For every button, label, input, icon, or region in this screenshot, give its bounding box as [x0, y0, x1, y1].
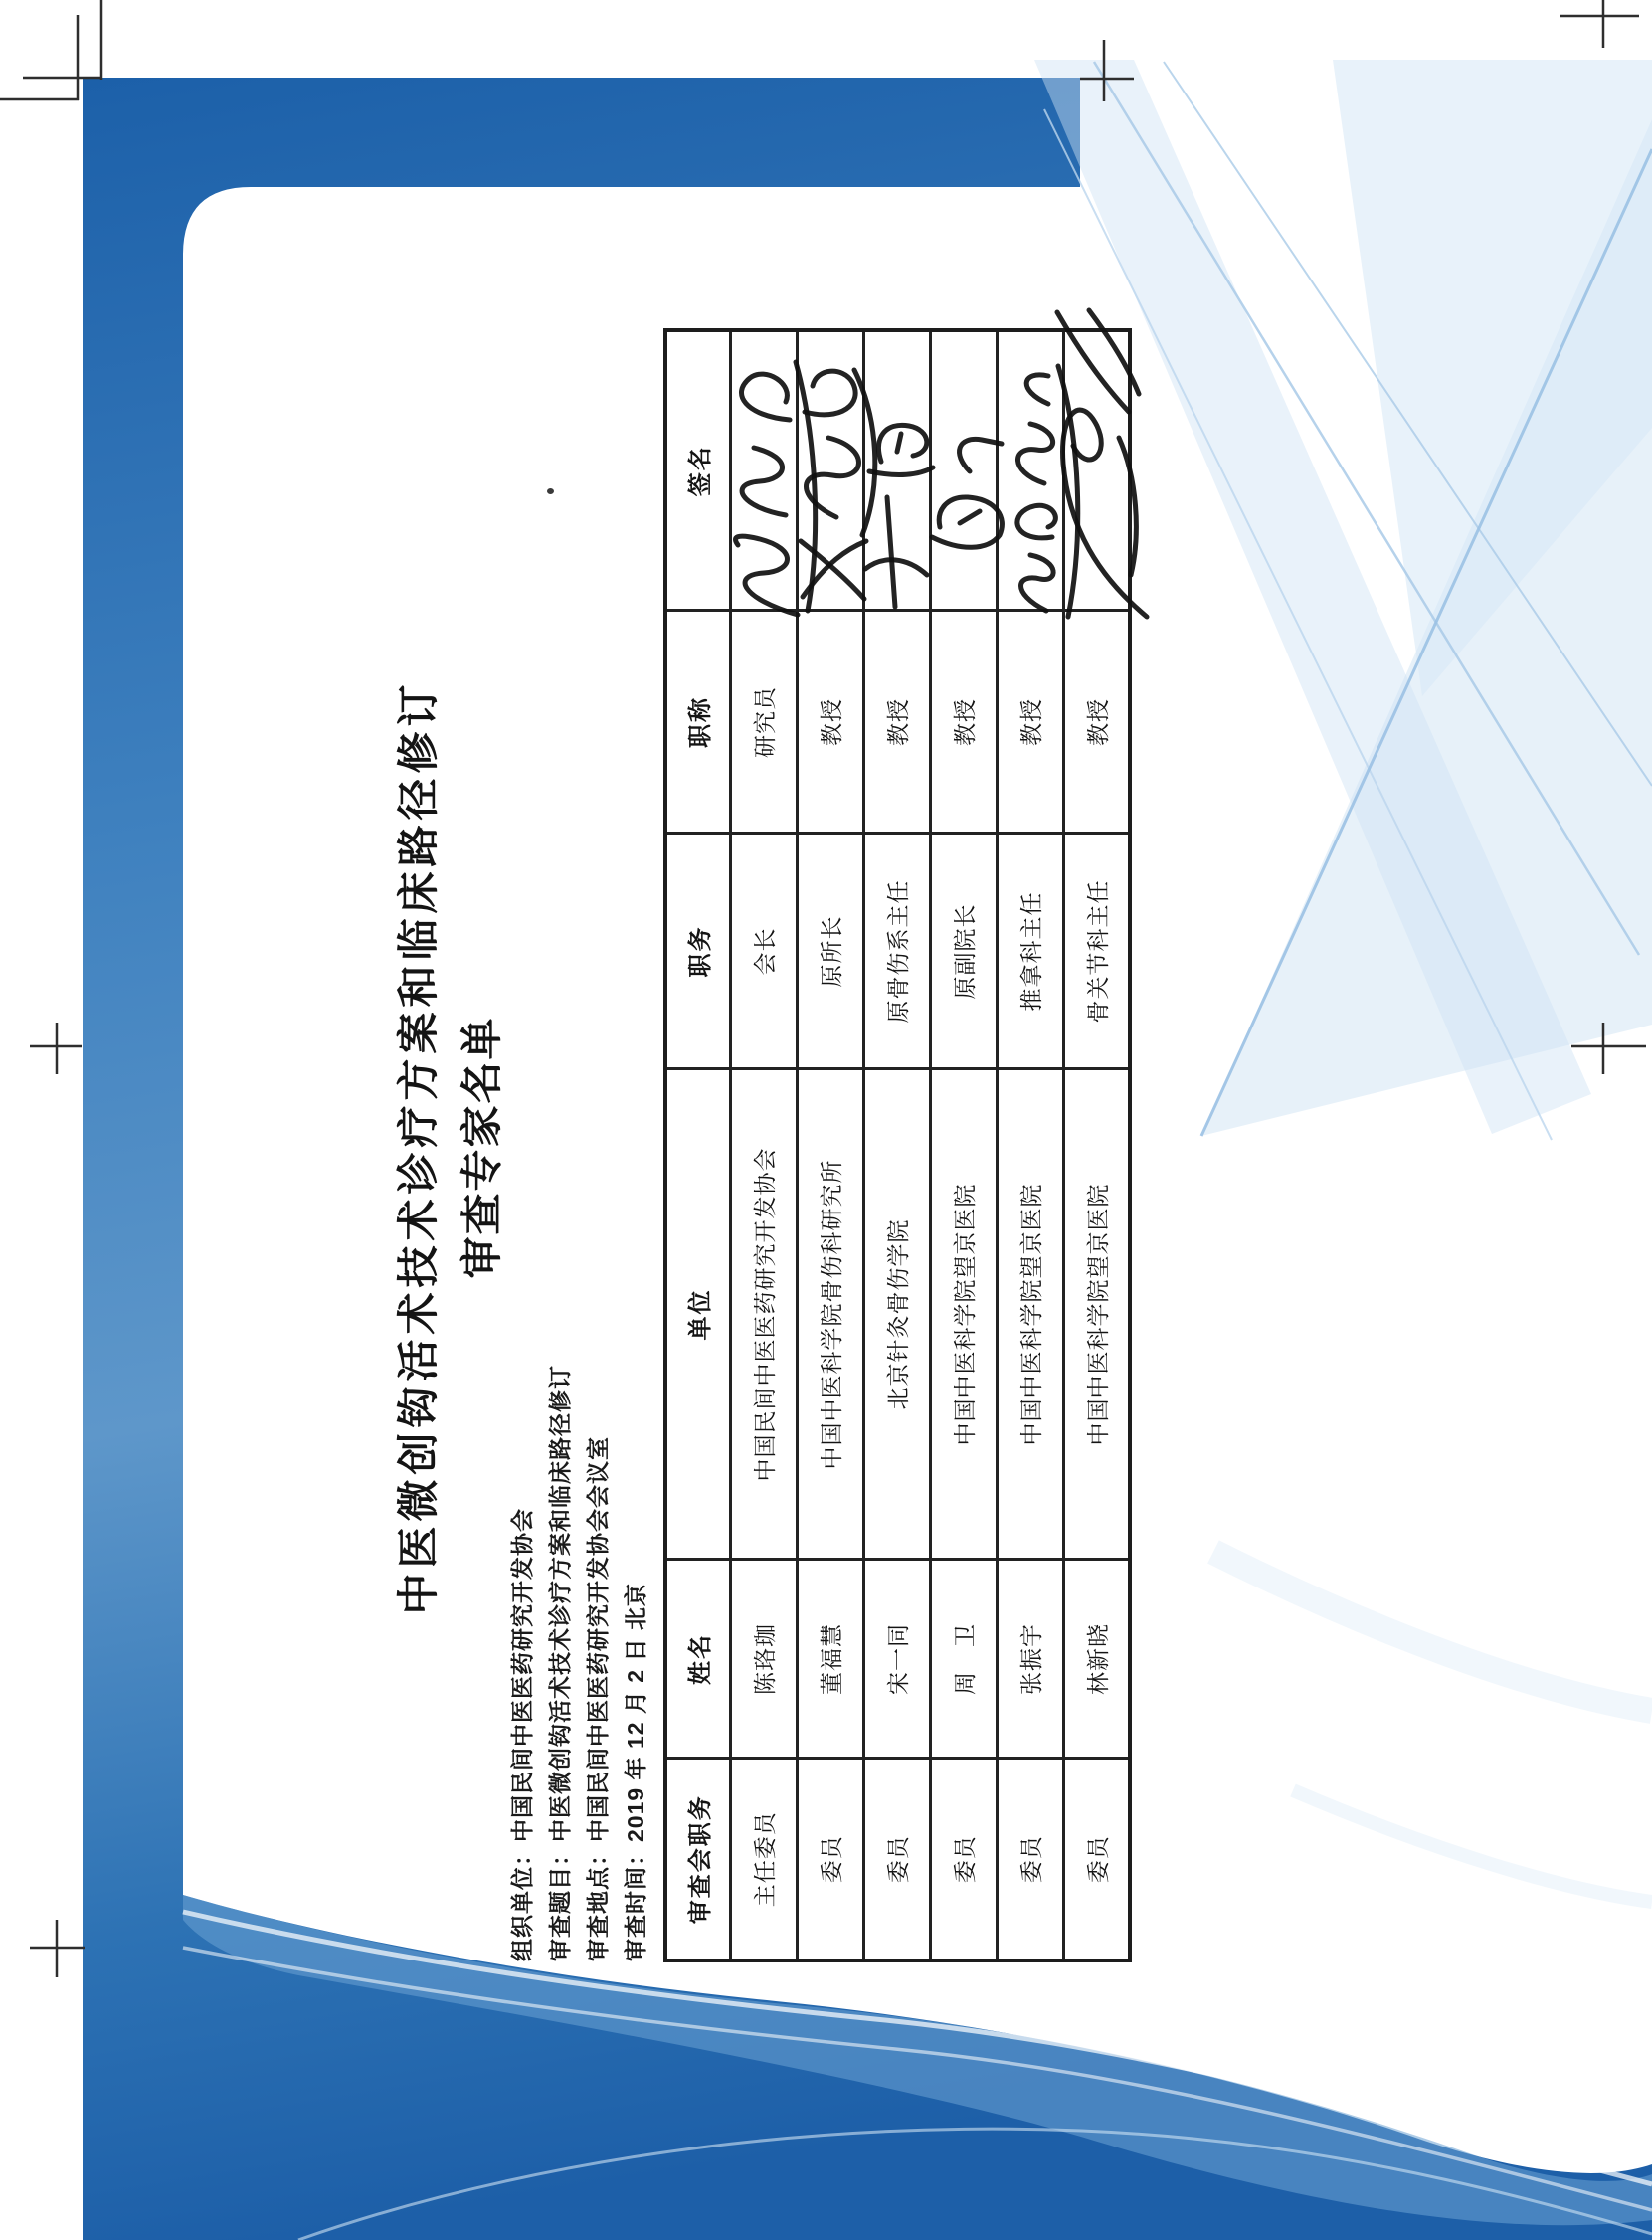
table-header-row [665, 330, 730, 1960]
cell-rank: 研究员 [730, 611, 797, 834]
cell-organization: 中国中医科学院望京医院 [1063, 1069, 1130, 1560]
cell-signature [797, 330, 863, 611]
cell-signature [930, 330, 997, 611]
cell-rank: 教授 [863, 611, 930, 834]
table-row [730, 330, 797, 1960]
cell-duty: 原所长 [797, 834, 863, 1069]
cell-duty: 骨关节科主任 [1063, 834, 1130, 1069]
cell-signature [997, 330, 1063, 611]
cell-duty: 会长 [730, 834, 797, 1069]
cell-rank: 教授 [797, 611, 863, 834]
expert-roster-table [663, 328, 1132, 1962]
header-committee-role: 审查会职务 [665, 1759, 730, 1960]
page-title: 中医微创钩活术技术诊疗方案和临床路径修订 [395, 679, 442, 1615]
cell-name: 周 卫 [930, 1560, 997, 1759]
cell-name: 陈珞珈 [730, 1560, 797, 1759]
cell-name: 董福慧 [797, 1560, 863, 1759]
cell-duty: 推拿科主任 [997, 834, 1063, 1069]
table-row [797, 330, 863, 1960]
header-duty: 职务 [665, 834, 730, 1069]
table-row [1063, 330, 1130, 1960]
cell-signature [730, 330, 797, 611]
cell-role: 委员 [797, 1759, 863, 1960]
table-row [997, 330, 1063, 1960]
cell-role: 委员 [863, 1759, 930, 1960]
header-organization: 单位 [665, 1069, 730, 1560]
cell-role: 主任委员 [730, 1759, 797, 1960]
meta-subject: 审查题目：中医微创钩活术技术诊疗方案和临床路径修订 [547, 1365, 573, 1961]
cell-duty: 原副院长 [930, 834, 997, 1069]
meta-location: 审查地点：中国民间中医医药研究开发协会会议室 [585, 1436, 611, 1961]
cell-rank: 教授 [997, 611, 1063, 834]
cell-duty: 原骨伤系主任 [863, 834, 930, 1069]
meta-datetime: 审查时间：2019 年 12 月 2 日 北京 [623, 1583, 648, 1961]
cell-organization: 中国中医科学院骨伤科研究所 [797, 1069, 863, 1560]
cell-organization: 中国民间中医医药研究开发协会 [730, 1069, 797, 1560]
cell-role: 委员 [930, 1759, 997, 1960]
page-subtitle: 审查专家名单 [459, 1016, 505, 1279]
table-row [863, 330, 930, 1960]
cell-role: 委员 [997, 1759, 1063, 1960]
cell-signature [863, 330, 930, 611]
cell-organization: 中国中医科学院望京医院 [997, 1069, 1063, 1560]
meta-organizer: 组织单位：中国民间中医医药研究开发协会 [509, 1508, 535, 1961]
cell-rank: 教授 [930, 611, 997, 834]
review-meta-block [503, 1365, 654, 1961]
cell-name: 宋一同 [863, 1560, 930, 1759]
cell-rank: 教授 [1063, 611, 1130, 834]
cell-signature [1063, 330, 1130, 611]
cell-name: 林新晓 [1063, 1560, 1130, 1759]
scan-speck [547, 488, 554, 494]
cell-organization: 中国中医科学院望京医院 [930, 1069, 997, 1560]
header-title-rank: 职称 [665, 611, 730, 834]
header-signature: 签名 [665, 330, 730, 611]
cell-name: 张振宇 [997, 1560, 1063, 1759]
table-row [930, 330, 997, 1960]
cell-organization: 北京针灸骨伤学院 [863, 1069, 930, 1560]
header-name: 姓名 [665, 1560, 730, 1759]
cell-role: 委员 [1063, 1759, 1130, 1960]
